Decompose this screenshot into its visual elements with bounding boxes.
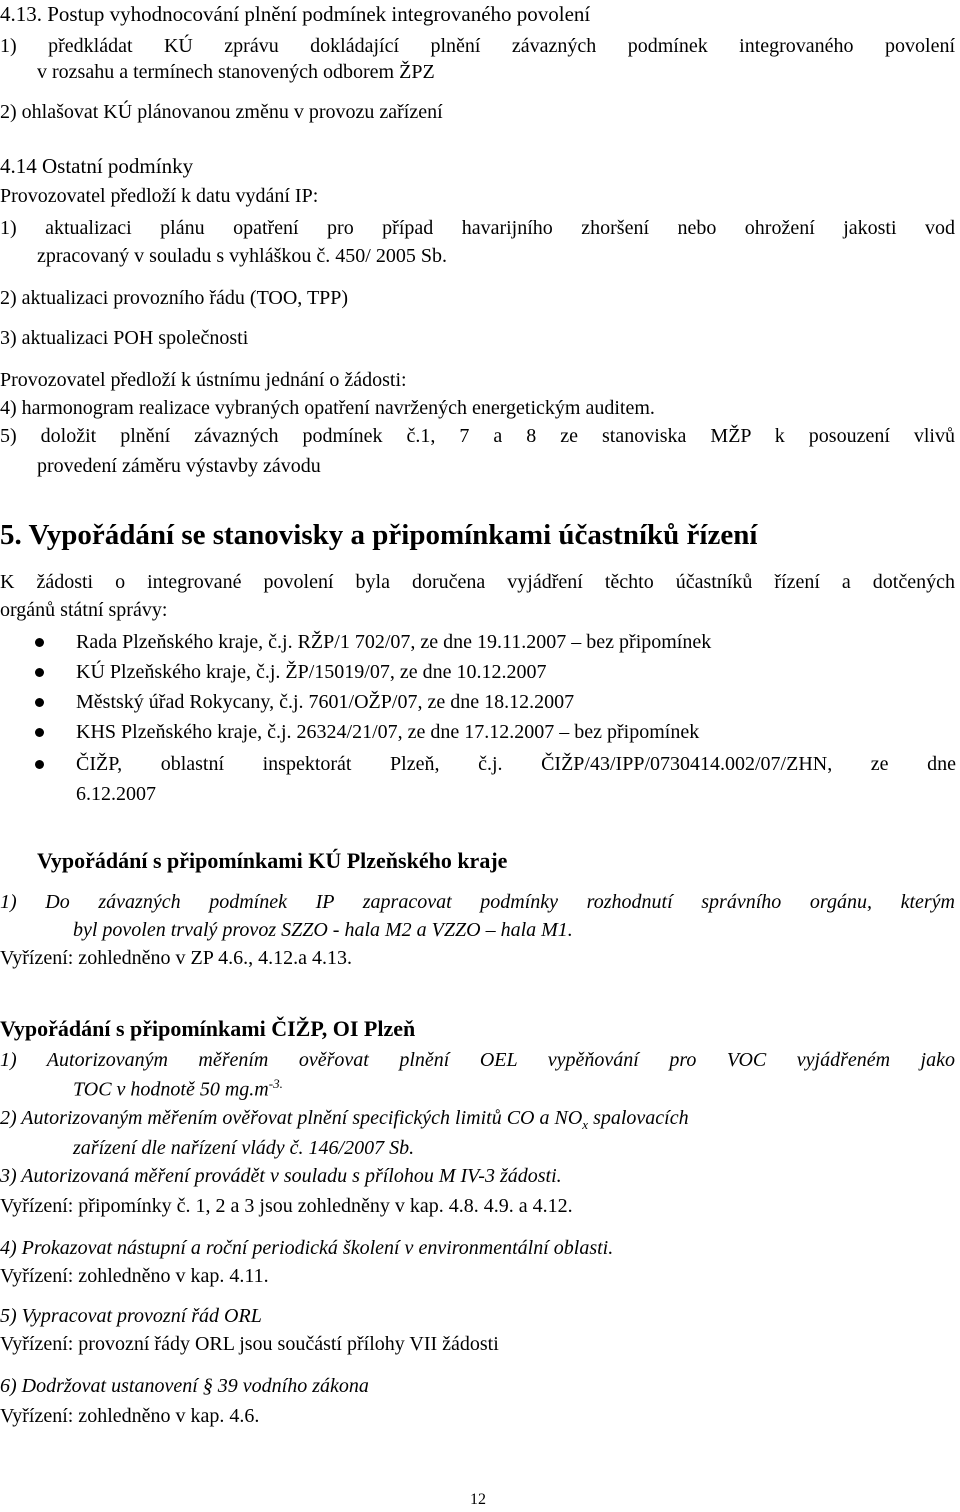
ku-item-1: 1) Do závazných podmínek IP zapracovat podmínky rozhodnutí správního orgánu, kterým [0,891,955,913]
cizp-item-2 [0,1106,955,1133]
nox-subscript: x [582,1117,589,1132]
cizp-resolution-5: Vyřízení: provozní řády ORL jsou součástí přílohy VII žádosti [0,1333,499,1355]
unit-superscript: -3. [268,1076,283,1091]
s5-intro-2: orgánů státní správy: [0,599,168,621]
cizp-heading: Vypořádání s připomínkami ČIŽP, OI Plzeň [0,1016,416,1041]
cizp-item-4: 4) Prokazovat nástupní a roční periodická školení v environmentální oblasti. [0,1237,614,1259]
s414-item-1: 1) aktualizaci plánu opatření pro případ havarijního zhoršení nebo ohrožení jakosti vod [0,217,955,239]
s414-item-1-cont: zpracovaný v souladu s vyhláškou č. 450/ 2005 Sb. [37,245,447,267]
s413-item-1-cont: v rozsahu a termínech stanovených odborem ŽPZ [37,61,435,83]
cizp-item-5: 5) Vypracovat provozní řád ORL [0,1305,262,1327]
cizp-item-6: 6) Dodržovat ustanovení § 39 vodního zákona [0,1375,369,1397]
bullet-icon [35,668,44,677]
section-4-13-heading: 4.13. Postup vyhodnocování plnění podmínek integrovaného povolení [0,2,591,26]
section-5-heading: 5. Vypořádání se stanovisky a připomínkami účastníků řízení [0,519,758,551]
s414-item-4: 4) harmonogram realizace vybraných opatření navržených energetickým auditem. [0,397,655,419]
cizp-resolution-1: Vyřízení: připomínky č. 1, 2 a 3 jsou zohledněny v kap. 4.8. 4.9. a 4.12. [0,1195,573,1217]
s5-bullet-5-cont: 6.12.2007 [76,783,156,805]
cizp-item-2-tail: spalovacích [588,1107,689,1129]
s414-item-5-cont: provedení záměru výstavby závodu [37,455,321,477]
s414-item-3: 3) aktualizaci POH společnosti [0,327,249,349]
s5-bullet-2: KÚ Plzeňského kraje, č.j. ŽP/15019/07, ze dne 10.12.2007 [76,661,547,683]
ku-heading: Vypořádání s připomínkami KÚ Plzeňského kraje [37,848,508,873]
s5-bullet-4: KHS Plzeňského kraje, č.j. 26324/21/07, ze dne 17.12.2007 – bez připomínek [76,721,700,743]
cizp-item-1: 1) Autorizovaným měřením ověřovat plnění OEL vypěňování pro VOC vyjádřeném jako [0,1049,955,1071]
s5-bullet-3: Městský úřad Rokycany, č.j. 7601/OŽP/07, ze dne 18.12.2007 [76,691,575,713]
ku-item-1-cont: byl povolen trvalý provoz SZZO - hala M2 a VZZO – hala M1. [73,919,573,941]
s5-bullet-5: ČIŽP, oblastní inspektorát Plzeň, č.j. ČIŽP/43/IPP/0730414.002/07/ZHN, ze dne [76,753,956,775]
bullet-icon [35,698,44,707]
cizp-resolution-6: Vyřízení: zohledněno v kap. 4.6. [0,1405,260,1427]
s413-item-1: 1) předkládat KÚ zprávu dokládající plnění závazných podmínek integrovaného povolení [0,35,955,57]
ku-resolution: Vyřízení: zohledněno v ZP 4.6., 4.12.a 4.13. [0,947,352,969]
cizp-item-3: 3) Autorizovaná měření provádět v souladu s přílohou M IV-3 žádosti. [0,1165,562,1187]
page-number: 12 [470,1491,486,1508]
s5-bullet-1: Rada Plzeňského kraje, č.j. RŽP/1 702/07, ze dne 19.11.2007 – bez připomínek [76,631,712,653]
cizp-item-2-text: 2) Autorizovaným měřením ověřovat plnění specifických limitů CO a NO [0,1107,583,1129]
cizp-item-1-cont [73,1076,283,1102]
s414-item-2: 2) aktualizaci provozního řádu (TOO, TPP) [0,287,349,309]
cizp-resolution-4: Vyřízení: zohledněno v kap. 4.11. [0,1265,269,1287]
cizp-item-1-text: TOC v hodnotě 50 mg.m [73,1078,269,1101]
s414-intro-1: Provozovatel předloží k datu vydání IP: [0,185,319,207]
section-4-14-heading: 4.14 Ostatní podmínky [0,154,194,178]
cizp-item-2-cont: zařízení dle nařízení vlády č. 146/2007 Sb. [73,1137,415,1159]
s414-intro-2: Provozovatel předloží k ústnímu jednání o žádosti: [0,369,407,391]
bullet-icon [35,760,44,769]
s5-intro-1: K žádosti o integrované povolení byla doručena vyjádření těchto účastníků řízení a dotčených [0,571,955,593]
bullet-icon [35,728,44,737]
bullet-icon [35,638,44,647]
s413-item-2: 2) ohlašovat KÚ plánovanou změnu v provozu zařízení [0,101,443,123]
s414-item-5: 5) doložit plnění závazných podmínek č.1, 7 a 8 ze stanoviska MŽP k posouzení vlivů [0,425,955,447]
